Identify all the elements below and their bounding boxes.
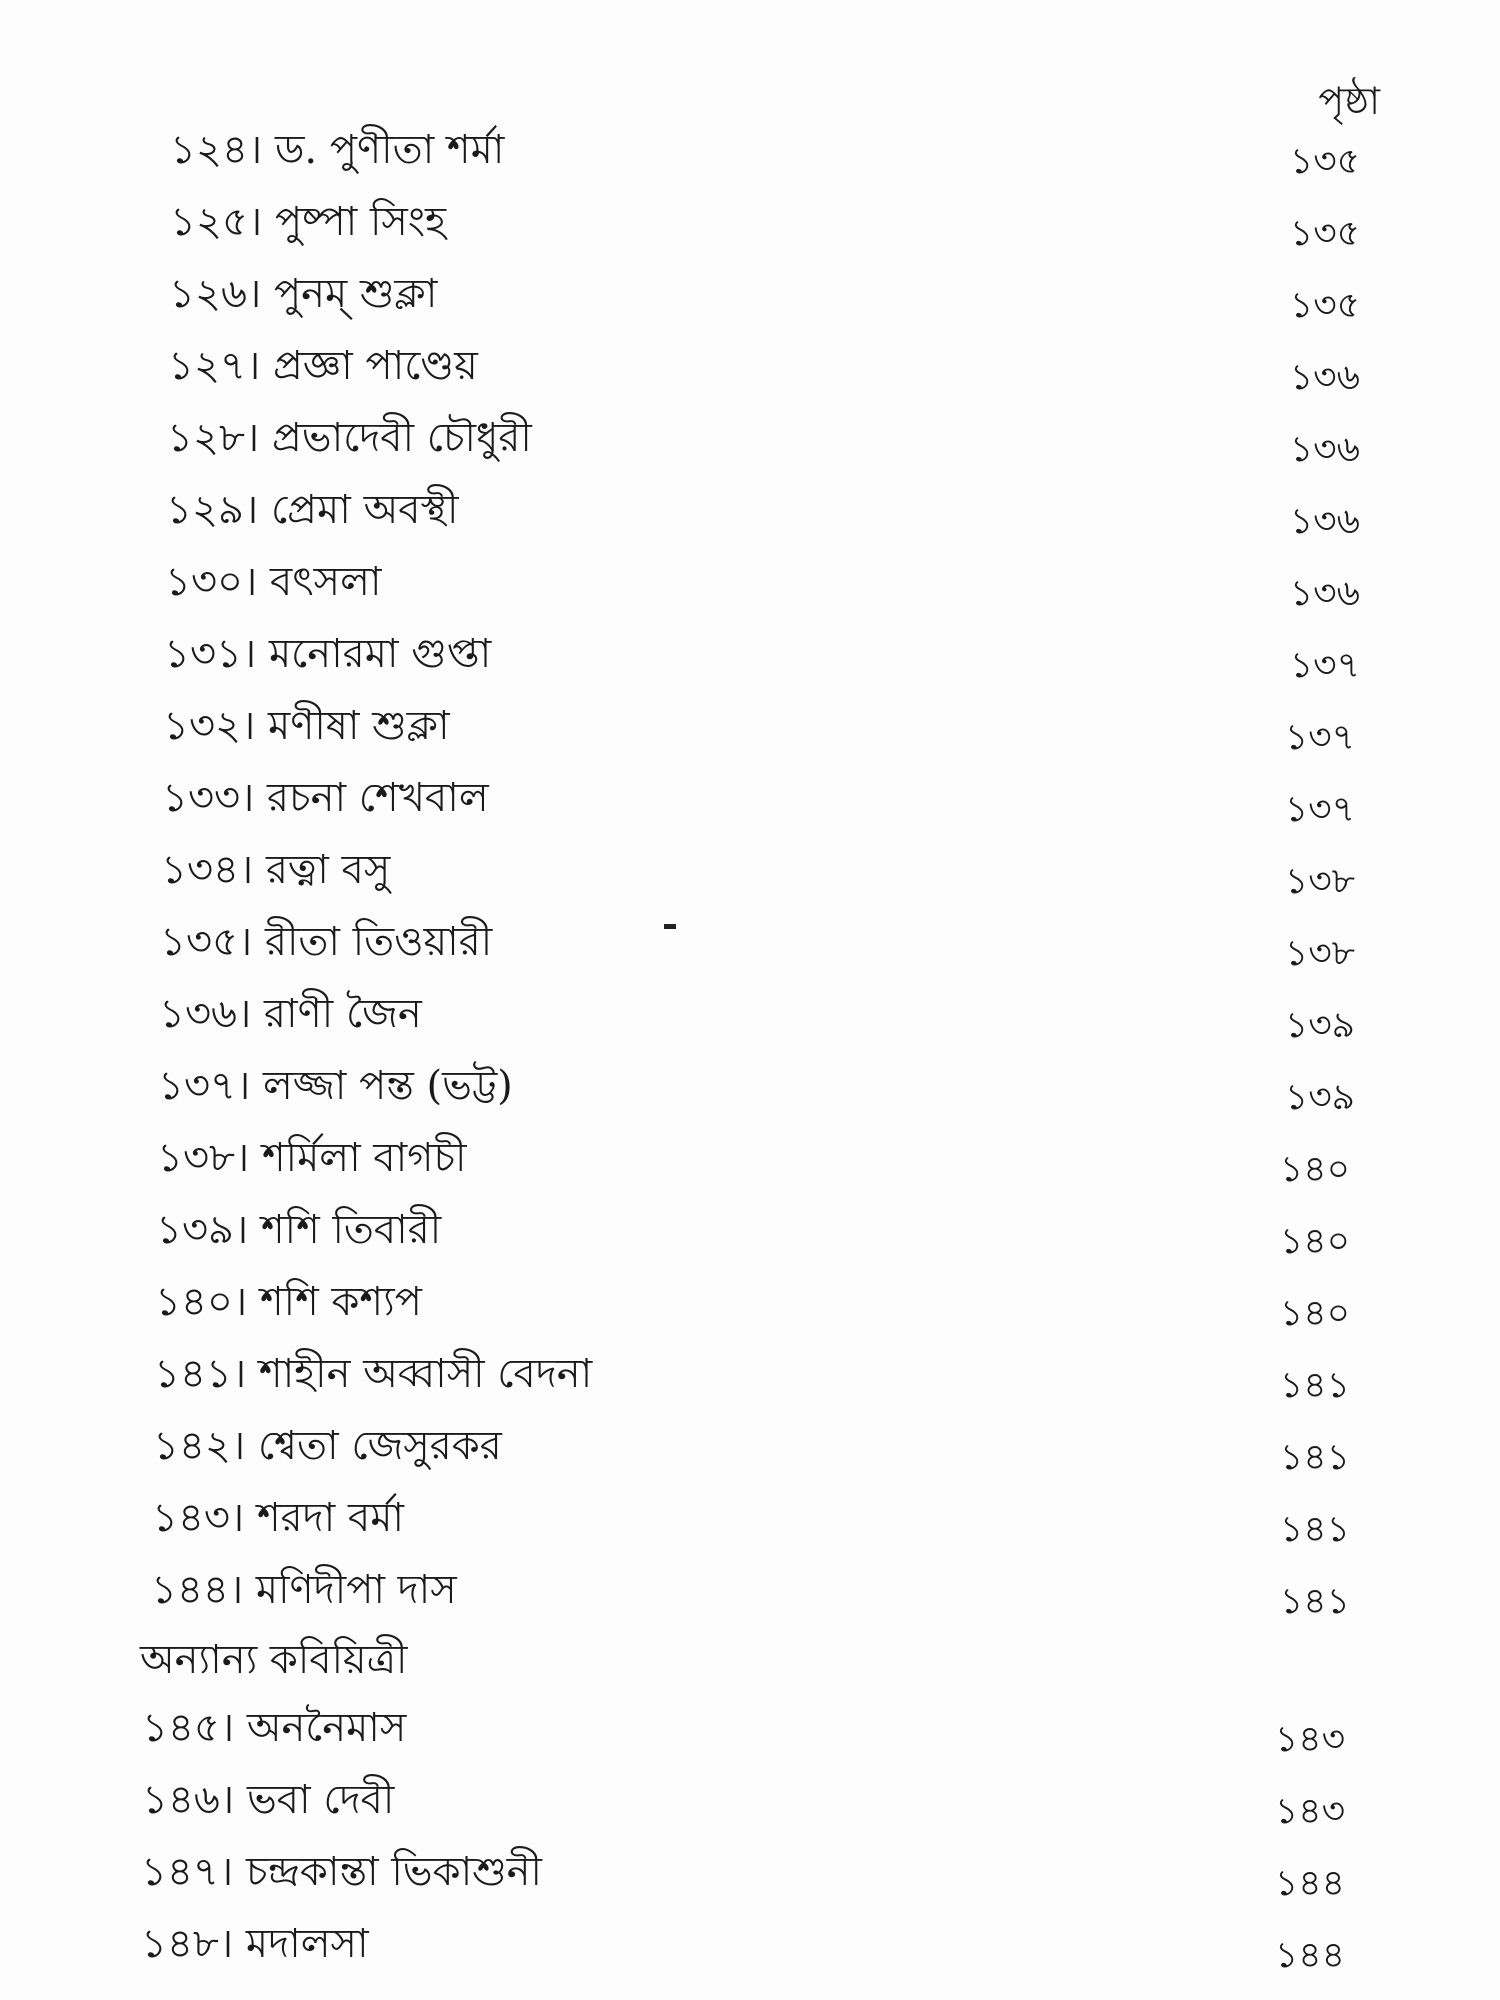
list-item: ১৩৯। শশি তিবারী ১৪০ bbox=[0, 1192, 1500, 1264]
list-item: ১৩১। মনোরমা গুপ্তা ১৩৭ bbox=[0, 616, 1500, 688]
entry-number: ১৪২ bbox=[153, 1423, 231, 1469]
entry-page: ১৪০ bbox=[1279, 1149, 1350, 1190]
list-item: ১২৯। প্রেমা অবস্থী ১৩৬ bbox=[0, 472, 1500, 544]
entry-number: ১৩৫ bbox=[160, 919, 238, 965]
entry-number: ১৩৪ bbox=[161, 847, 239, 893]
entry-name: লজ্জা পন্ত (ভট্ট) bbox=[263, 1063, 513, 1109]
entry-name: শ্বেতা জেসুরকর bbox=[257, 1423, 502, 1469]
entry-page: ১৩৭ bbox=[1284, 717, 1355, 758]
list-item: ১৩৩। রচনা শেখবাল ১৩৭ bbox=[0, 760, 1500, 832]
entry-name: মদালসা bbox=[245, 1921, 369, 1967]
entry-page: ১৩৯ bbox=[1284, 1077, 1355, 1118]
entry-page: ১৪৪ bbox=[1274, 1863, 1345, 1904]
list-item: ১২৬। পুনম্ শুক্লা ১৩৫ bbox=[0, 256, 1500, 328]
entry-page: ১৪৩ bbox=[1274, 1719, 1345, 1760]
entry-number: ১৩২ bbox=[163, 703, 241, 749]
list-item: ১৪৫। অননৈমাস ১৪৩ bbox=[0, 1690, 1500, 1762]
list-item: ১২৭। প্রজ্ঞা পাণ্ডেয় ১৩৬ bbox=[0, 328, 1500, 400]
entry-page: ১৩৫ bbox=[1289, 213, 1360, 254]
entry-page: ১৩৬ bbox=[1289, 501, 1360, 542]
entry-page: ১৩৭ bbox=[1284, 789, 1355, 830]
entry-name: প্রভাদেবী চৌধুরী bbox=[271, 415, 532, 461]
entry-page: ১৪১ bbox=[1279, 1437, 1350, 1478]
list-item: ১২৫। পুষ্পা সিংহ ১৩৫ bbox=[0, 184, 1500, 256]
entry-page: ১৩৬ bbox=[1289, 429, 1360, 470]
list-item: ১৪১। শাহীন অব্বাসী বেদনা ১৪১ bbox=[0, 1336, 1500, 1408]
entry-number: ১২৫ bbox=[170, 199, 248, 245]
list-item: ১২৮। প্রভাদেবী চৌধুরী ১৩৬ bbox=[0, 400, 1500, 472]
entry-page: ১৪১ bbox=[1279, 1365, 1350, 1406]
list-item: ১৩৭। লজ্জা পন্ত (ভট্ট) ১৩৯ bbox=[0, 1048, 1500, 1120]
entry-name: মণীষা শুক্লা bbox=[268, 703, 450, 749]
entry-page: ১৩৮ bbox=[1284, 861, 1355, 902]
entry-number: ১৪৬ bbox=[142, 1777, 220, 1823]
stray-dash-mark bbox=[664, 924, 676, 929]
list-item: ১৪৮। মদালসা ১৪৪ bbox=[0, 1906, 1500, 1978]
entry-number: ১২৪ bbox=[170, 127, 248, 173]
entry-name: বৎসলা bbox=[270, 559, 382, 605]
table-of-contents bbox=[0, 112, 1500, 1978]
entry-number: ১৩১ bbox=[164, 631, 242, 677]
list-item: ১৪৩। শরদা বর্মা ১৪১ bbox=[0, 1480, 1500, 1552]
entry-name: অননৈমাস bbox=[246, 1705, 407, 1751]
entry-page: ১৩৬ bbox=[1289, 573, 1360, 614]
entry-number: ১৪০ bbox=[155, 1279, 233, 1325]
list-item: ১৪০। শশি কশ্যপ ১৪০ bbox=[0, 1264, 1500, 1336]
entry-name: রচনা শেখবাল bbox=[267, 775, 489, 821]
entry-page: ১৪৪ bbox=[1274, 1935, 1345, 1976]
entry-number: ১৩৯ bbox=[156, 1207, 234, 1253]
entry-name: পুনম্ শুক্লা bbox=[274, 271, 438, 317]
entry-name: পুষ্পা সিংহ bbox=[274, 199, 447, 245]
entry-number: ১৪৪ bbox=[151, 1567, 229, 1613]
entry-page: ১৩৫ bbox=[1289, 285, 1360, 326]
entry-number: ১২৯ bbox=[166, 487, 244, 533]
entry-number: ১৪৮ bbox=[141, 1921, 219, 1967]
entry-page: ১৩৯ bbox=[1284, 1005, 1355, 1046]
page-column-label: পৃষ্ঠা bbox=[1318, 79, 1380, 123]
entry-page: ১৩৮ bbox=[1284, 933, 1355, 974]
entry-name: শাহীন অব্বাসী বেদনা bbox=[258, 1351, 593, 1397]
entry-page: ১৪১ bbox=[1279, 1581, 1350, 1622]
entry-name: রাণী জৈন bbox=[264, 991, 422, 1037]
entry-name: প্রেমা অবস্থী bbox=[270, 487, 459, 533]
list-item: ১৪৪। মণিদীপা দাস ১৪১ bbox=[0, 1552, 1500, 1624]
entry-number: ১২৭ bbox=[168, 343, 246, 389]
entry-number: ১২৬ bbox=[169, 271, 247, 317]
entry-name: মনোরমা গুপ্তা bbox=[268, 631, 492, 677]
entry-name: শশি তিবারী bbox=[260, 1207, 442, 1253]
entry-number: ১৩৬ bbox=[159, 991, 237, 1037]
list-item: ১৩০। বৎসলা ১৩৬ bbox=[0, 544, 1500, 616]
entry-number: ১৩৮ bbox=[157, 1135, 235, 1181]
entry-name: মণিদীপা দাস bbox=[255, 1567, 457, 1613]
entry-number: ১৪৭ bbox=[141, 1849, 219, 1895]
entry-number: ১৩০ bbox=[165, 559, 243, 605]
list-item: ১৩৬। রাণী জৈন ১৩৯ bbox=[0, 976, 1500, 1048]
entry-number: ১৪৩ bbox=[152, 1495, 230, 1541]
entry-number: ১২৮ bbox=[167, 415, 245, 461]
list-item: ১৩২। মণীষা শুক্লা ১৩৭ bbox=[0, 688, 1500, 760]
entry-name: শশি কশ্যপ bbox=[259, 1279, 422, 1325]
entry-page: ১৩৬ bbox=[1289, 357, 1360, 398]
entry-name: শরদা বর্মা bbox=[256, 1495, 405, 1541]
list-item: ১২৪। ড. পুণীতা শর্মা ১৩৫ bbox=[0, 112, 1500, 184]
entry-number: ১৩৭ bbox=[158, 1063, 236, 1109]
list-item: ১৩৮। শর্মিলা বাগচী ১৪০ bbox=[0, 1120, 1500, 1192]
list-item: ১৩৪। রত্না বসু ১৩৮ bbox=[0, 832, 1500, 904]
entry-number: ১৪৫ bbox=[142, 1705, 220, 1751]
list-item: ১৪৭। চন্দ্রকান্তা ভিকাশুনী ১৪৪ bbox=[0, 1834, 1500, 1906]
list-item: ১৩৫। রীতা তিওয়ারী ১৩৮ bbox=[0, 904, 1500, 976]
entry-name: চন্দ্রকান্তা ভিকাশুনী bbox=[245, 1849, 542, 1895]
entry-page: ১৪৩ bbox=[1274, 1791, 1345, 1832]
list-item: ১৪২। শ্বেতা জেসুরকর ১৪১ bbox=[0, 1408, 1500, 1480]
entry-page: ১৩৫ bbox=[1289, 141, 1360, 182]
entry-number: ১৩৩ bbox=[162, 775, 240, 821]
entry-name: রত্না বসু bbox=[265, 847, 391, 893]
entry-page: ১৪০ bbox=[1279, 1221, 1350, 1262]
entry-page: ১৪১ bbox=[1279, 1509, 1350, 1550]
list-item: ১৪৬। ভবা দেবী ১৪৩ bbox=[0, 1762, 1500, 1834]
entry-name: ভবা দেবী bbox=[246, 1777, 395, 1823]
entry-name: রীতা তিওয়ারী bbox=[264, 919, 493, 965]
entry-name: শর্মিলা বাগচী bbox=[261, 1135, 467, 1181]
entry-page: ১৪০ bbox=[1279, 1293, 1350, 1334]
entry-name: ড. পুণীতা শর্মা bbox=[274, 127, 505, 173]
entry-page: ১৩৭ bbox=[1289, 645, 1360, 686]
section-heading-row bbox=[0, 1624, 1500, 1690]
entry-number: ১৪১ bbox=[154, 1351, 232, 1397]
entry-name: প্রজ্ঞা পাণ্ডেয় bbox=[273, 343, 478, 389]
section-title: অন্যান্য কবিয়িত্রী bbox=[140, 1637, 408, 1683]
